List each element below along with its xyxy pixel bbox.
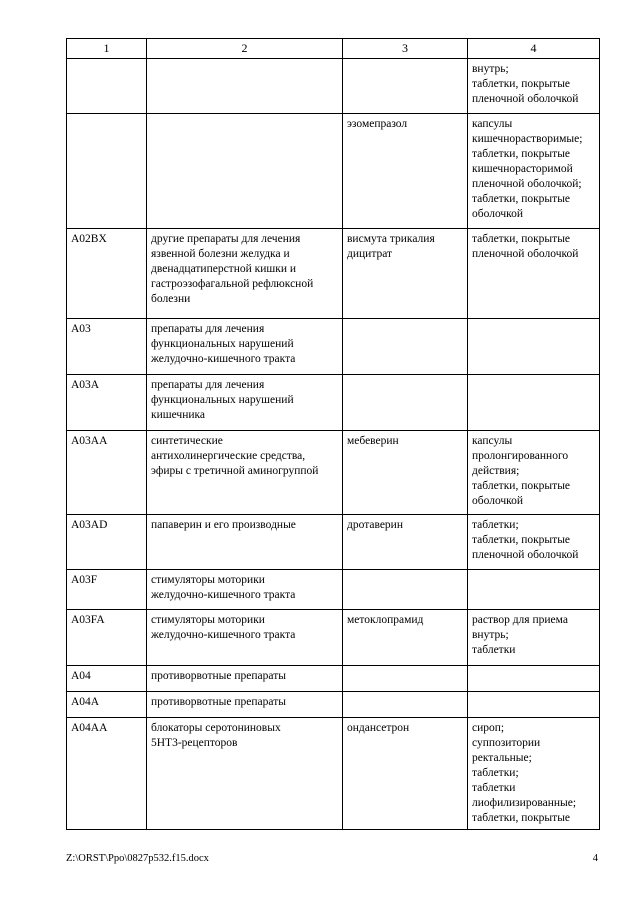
atc-code-cell: A04 [67, 666, 147, 692]
drug-group-cell: противорвотные препараты [147, 666, 343, 692]
table-row [67, 515, 600, 570]
atc-code-cell: A04AA [67, 718, 147, 830]
dosage-form-cell: капсулы пролонгированного действия; таблетки, покрытые оболочкой [468, 431, 600, 515]
drug-group-cell: препараты для лечения функциональных нарушений кишечника [147, 375, 343, 431]
substance-cell: висмута трикалия дицитрат [343, 229, 468, 319]
dosage-form-cell [468, 570, 600, 610]
footer-file-path: Z:\ORST\Ppo\0827p532.f15.docx [66, 853, 209, 864]
atc-code-cell: A03AA [67, 431, 147, 515]
atc-code-cell: A02BX [67, 229, 147, 319]
table-row [67, 718, 600, 830]
table-row [67, 319, 600, 375]
substance-cell [343, 59, 468, 114]
drug-group-cell: блокаторы серотониновых 5HT3-рецепторов [147, 718, 343, 830]
atc-code-cell: A03F [67, 570, 147, 610]
drug-group-cell: стимуляторы моторики желудочно-кишечного тракта [147, 570, 343, 610]
drug-table [66, 38, 600, 830]
substance-cell: метоклопрамид [343, 610, 468, 666]
drug-group-cell [147, 114, 343, 229]
atc-code-cell: A04A [67, 692, 147, 718]
substance-cell [343, 319, 468, 375]
table-row [67, 610, 600, 666]
dosage-form-cell: раствор для приема внутрь; таблетки [468, 610, 600, 666]
table-row [67, 570, 600, 610]
substance-cell: эзомепразол [343, 114, 468, 229]
dosage-form-cell: капсулы кишечнорастворимые; таблетки, покрытые кишечнорасторимой пленочной оболочкой; таблетки, покрытые оболочкой [468, 114, 600, 229]
dosage-form-cell: таблетки; таблетки, покрытые пленочной оболочкой [468, 515, 600, 570]
substance-cell: дротаверин [343, 515, 468, 570]
drug-group-cell: препараты для лечения функциональных нарушений желудочно-кишечного тракта [147, 319, 343, 375]
substance-cell [343, 666, 468, 692]
table-row [67, 229, 600, 319]
drug-group-cell: папаверин и его производные [147, 515, 343, 570]
column-header-3: 3 [343, 39, 468, 59]
atc-code-cell: A03 [67, 319, 147, 375]
footer-page-number: 4 [592, 853, 598, 864]
drug-group-cell: противорвотные препараты [147, 692, 343, 718]
substance-cell: ондансетрон [343, 718, 468, 830]
drug-group-cell: стимуляторы моторики желудочно-кишечного тракта [147, 610, 343, 666]
atc-code-cell: A03AD [67, 515, 147, 570]
table-row [67, 114, 600, 229]
table-row [67, 692, 600, 718]
dosage-form-cell [468, 666, 600, 692]
column-header-1: 1 [67, 39, 147, 59]
table-row [67, 666, 600, 692]
drug-group-cell: синтетические антихолинергические средства, эфиры с третичной аминогруппой [147, 431, 343, 515]
substance-cell [343, 375, 468, 431]
dosage-form-cell [468, 692, 600, 718]
atc-code-cell: A03FA [67, 610, 147, 666]
substance-cell: мебеверин [343, 431, 468, 515]
substance-cell [343, 692, 468, 718]
drug-group-cell [147, 59, 343, 114]
substance-cell [343, 570, 468, 610]
dosage-form-cell: таблетки, покрытые пленочной оболочкой [468, 229, 600, 319]
atc-code-cell: A03A [67, 375, 147, 431]
column-header-4: 4 [468, 39, 600, 59]
table-row [67, 431, 600, 515]
atc-code-cell [67, 59, 147, 114]
table-row [67, 375, 600, 431]
drug-group-cell: другие препараты для лечения язвенной болезни желудка и двенадцатиперстной кишки и гастроэзофагальной рефлюксной болезни [147, 229, 343, 319]
table-row [67, 59, 600, 114]
table-header-row [67, 39, 600, 59]
dosage-form-cell: сироп; суппозитории ректальные; таблетки; таблетки лиофилизированные; таблетки, покрытые [468, 718, 600, 830]
dosage-form-cell: внутрь; таблетки, покрытые пленочной оболочкой [468, 59, 600, 114]
atc-code-cell [67, 114, 147, 229]
column-header-2: 2 [147, 39, 343, 59]
dosage-form-cell [468, 375, 600, 431]
dosage-form-cell [468, 319, 600, 375]
